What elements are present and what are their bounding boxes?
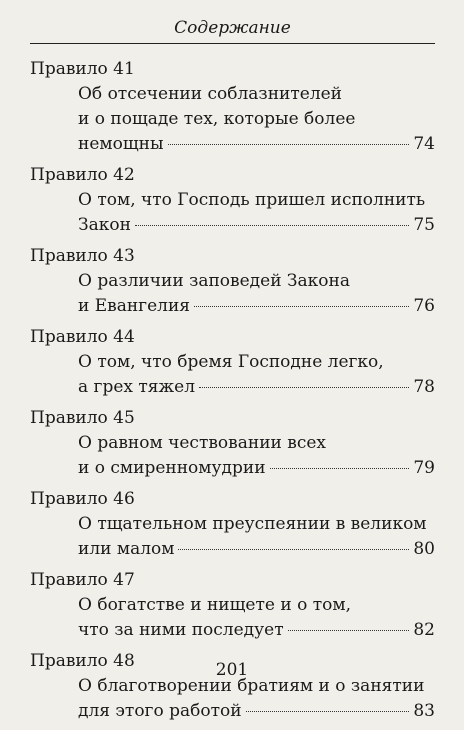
entry-line: что за ними последует [78, 620, 284, 640]
toc-entry [30, 406, 435, 481]
rule-title: Правило 44 [30, 327, 135, 347]
toc-entry [30, 57, 435, 157]
toc-entry [30, 244, 435, 319]
dot-leader [135, 225, 409, 226]
entry-text [78, 431, 435, 481]
entry-line: и Евангелия [78, 296, 191, 316]
entry-line: О том, что Господь пришел исполнить [78, 190, 426, 210]
entry-last-line [78, 537, 435, 562]
entry-last-line [78, 456, 435, 481]
entry-line: и о смиренномудрии [78, 458, 266, 478]
entry-last-line [78, 132, 435, 157]
toc-entry [30, 487, 435, 562]
entry-line: О равном чествовании всех [78, 433, 326, 453]
dot-leader [178, 549, 409, 550]
entry-line: для этого работой [78, 701, 242, 721]
dot-leader [246, 711, 410, 712]
entry-last-line [78, 213, 435, 238]
entry-last-line [78, 699, 435, 724]
entry-text [78, 512, 435, 562]
entry-text [78, 593, 435, 643]
dot-leader [288, 630, 410, 631]
entry-text [78, 350, 435, 400]
entry-line: или малом [78, 539, 175, 559]
table-of-contents [30, 57, 435, 730]
entry-last-line [78, 294, 435, 319]
page-number: 201 [215, 660, 249, 680]
rule-title: Правило 48 [30, 651, 135, 671]
entry-line: О богатстве и нищете и о том, [78, 595, 351, 615]
entry-text [78, 188, 435, 238]
rule-title: Правило 45 [30, 408, 135, 428]
toc-entry [30, 568, 435, 643]
entry-text [78, 82, 435, 157]
toc-entry [30, 163, 435, 238]
page-ref: 79 [413, 458, 435, 478]
rule-title: Правило 42 [30, 165, 135, 185]
page-ref: 76 [413, 296, 435, 316]
dot-leader [270, 468, 410, 469]
entry-line: Закон [78, 215, 131, 235]
rule-title: Правило 43 [30, 246, 135, 266]
page-ref: 75 [413, 215, 435, 235]
entry-line: немощны [78, 134, 164, 154]
page-ref: 82 [413, 620, 435, 640]
entry-text [78, 674, 435, 724]
rule-title: Правило 41 [30, 59, 135, 79]
dot-leader [194, 306, 409, 307]
rule-title: Правило 46 [30, 489, 135, 509]
entry-line: Об отсечении соблазнителей [78, 84, 343, 104]
page-ref: 78 [413, 377, 435, 397]
entry-line: О различии заповедей Закона [78, 271, 350, 291]
entry-line: О благотворении братиям и о занятии [78, 676, 425, 696]
dot-leader [199, 387, 409, 388]
page-ref: 80 [413, 539, 435, 559]
entry-line: и о пощаде тех, которые более [78, 109, 356, 129]
page-ref: 74 [413, 134, 435, 154]
header-divider [30, 43, 435, 44]
entry-line: О тщательном преуспеянии в великом [78, 514, 427, 534]
entry-line: а грех тяжел [78, 377, 196, 397]
entry-text [78, 269, 435, 319]
toc-entry [30, 325, 435, 400]
page-header-title: Содержание [174, 18, 291, 38]
entry-line: О том, что бремя Господне легко, [78, 352, 384, 372]
dot-leader [168, 144, 410, 145]
entry-last-line [78, 618, 435, 643]
rule-title: Правило 47 [30, 570, 135, 590]
page-ref: 83 [413, 701, 435, 721]
entry-last-line [78, 375, 435, 400]
